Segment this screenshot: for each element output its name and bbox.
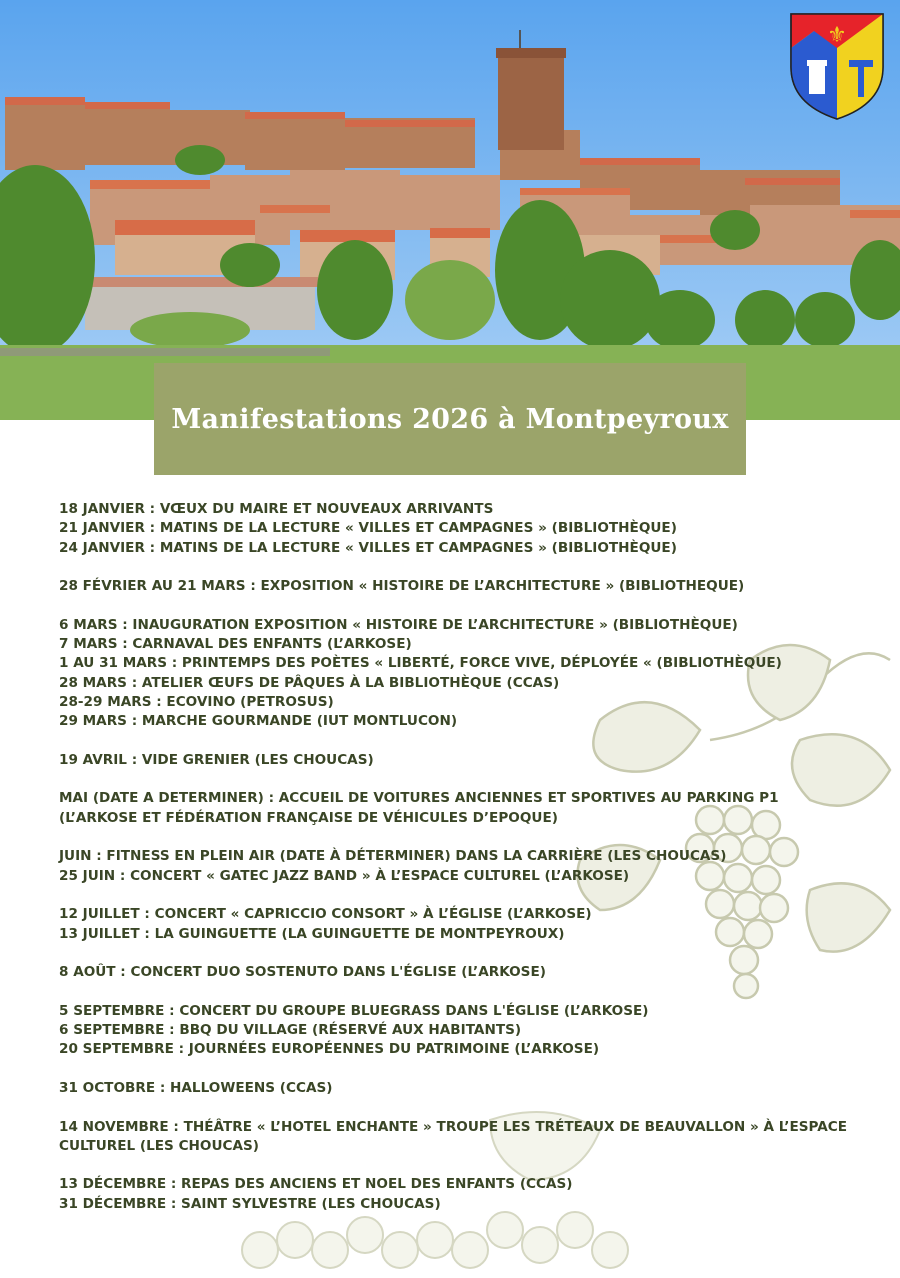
event-line: JUIN : FITNESS EN PLEIN AIR (DATE À DÉTERMINER) DANS LA CARRIÈRE (LES CHOUCAS) — [59, 848, 727, 865]
event-list — [59, 500, 859, 1233]
event-line: 31 OCTOBRE : HALLOWEENS (CCAS) — [59, 1079, 333, 1096]
event-group — [59, 847, 859, 886]
village-photo — [0, 0, 900, 420]
event-line: 31 DÉCEMBRE : SAINT SYLVESTRE (LES CHOUCAS) — [59, 1195, 441, 1212]
event-group — [59, 963, 859, 982]
event-line: 20 SEPTEMBRE : JOURNÉES EUROPÉENNES DU PATRIMOINE (L’ARKOSE) — [59, 1041, 600, 1058]
event-line: 7 MARS : CARNAVAL DES ENFANTS (L’ARKOSE) — [59, 636, 412, 653]
event-line: 29 MARS : MARCHE GOURMANDE (IUT MONTLUCON) — [59, 713, 458, 730]
event-line: 24 JANVIER : MATINS DE LA LECTURE « VILLES ET CAMPAGNES » (BIBLIOTHÈQUE) — [59, 539, 677, 556]
event-line: 19 AVRIL : VIDE GRENIER (LES CHOUCAS) — [59, 751, 374, 768]
event-line: 6 SEPTEMBRE : BBQ DU VILLAGE (RÉSERVÉ AUX HABITANTS) — [59, 1022, 522, 1039]
event-line: MAI (DATE A DETERMINER) : ACCUEIL DE VOITURES ANCIENNES ET SPORTIVES AU PARKING P1 (L’ARKOSE ET FÉDÉRATION FRANÇAISE DE VÉHICULES D’EPOQUE) — [59, 790, 779, 826]
event-group — [59, 905, 859, 944]
event-line: 28 MARS : ATELIER ŒUFS DE PÂQUES À LA BIBLIOTHÈQUE (CCAS) — [59, 674, 560, 691]
event-line: 28 FÉVRIER AU 21 MARS : EXPOSITION « HISTOIRE DE L’ARCHITECTURE » (BIBLIOTHEQUE) — [59, 578, 745, 595]
event-group — [59, 1118, 859, 1157]
event-line: 13 JUILLET : LA GUINGUETTE (LA GUINGUETTE DE MONTPEYROUX) — [59, 925, 565, 942]
event-line: 13 DÉCEMBRE : REPAS DES ANCIENS ET NOEL DES ENFANTS (CCAS) — [59, 1176, 573, 1193]
event-line: 12 JUILLET : CONCERT « CAPRICCIO CONSORT » À L’ÉGLISE (L’ARKOSE) — [59, 906, 592, 923]
event-line: 14 NOVEMBRE : THÉÂTRE « L’HOTEL ENCHANTE » TROUPE LES TRÉTEAUX DE BEAUVALLON » À L’ESPACE CULTUREL (LES CHOUCAS) — [59, 1118, 848, 1154]
event-line: 6 MARS : INAUGURATION EXPOSITION « HISTOIRE DE L’ARCHITECTURE » (BIBLIOTHÈQUE) — [59, 616, 738, 633]
event-group — [59, 577, 859, 596]
event-line: 25 JUIN : CONCERT « GATEC JAZZ BAND » À L’ESPACE CULTUREL (L’ARKOSE) — [59, 867, 630, 884]
event-group — [59, 751, 859, 770]
event-group — [59, 616, 859, 732]
event-group — [59, 500, 859, 558]
event-group — [59, 1079, 859, 1098]
event-line: 21 JANVIER : MATINS DE LA LECTURE « VILLES ET CAMPAGNES » (BIBLIOTHÈQUE) — [59, 520, 677, 537]
event-group — [59, 1175, 859, 1214]
svg-text:⚜: ⚜ — [827, 23, 847, 48]
event-group — [59, 1002, 859, 1060]
event-line: 18 JANVIER : VŒUX DU MAIRE ET NOUVEAUX ARRIVANTS — [59, 501, 494, 517]
event-line: 8 AOÛT : CONCERT DUO SOSTENUTO DANS L'ÉGLISE (L’ARKOSE) — [59, 964, 546, 981]
event-line: 28-29 MARS : ECOVINO (PETROSUS) — [59, 693, 334, 710]
page-title: Manifestations 2026 à Montpeyroux — [171, 403, 729, 435]
title-banner — [154, 363, 746, 475]
event-line: 5 SEPTEMBRE : CONCERT DU GROUPE BLUEGRASS DANS L'ÉGLISE (L’ARKOSE) — [59, 1002, 649, 1019]
event-line: 1 AU 31 MARS : PRINTEMPS DES POÈTES « LIBERTÉ, FORCE VIVE, DÉPLOYÉE « (BIBLIOTHÈQUE) — [59, 655, 782, 672]
coat-of-arms-icon — [787, 12, 887, 122]
event-group — [59, 789, 859, 828]
